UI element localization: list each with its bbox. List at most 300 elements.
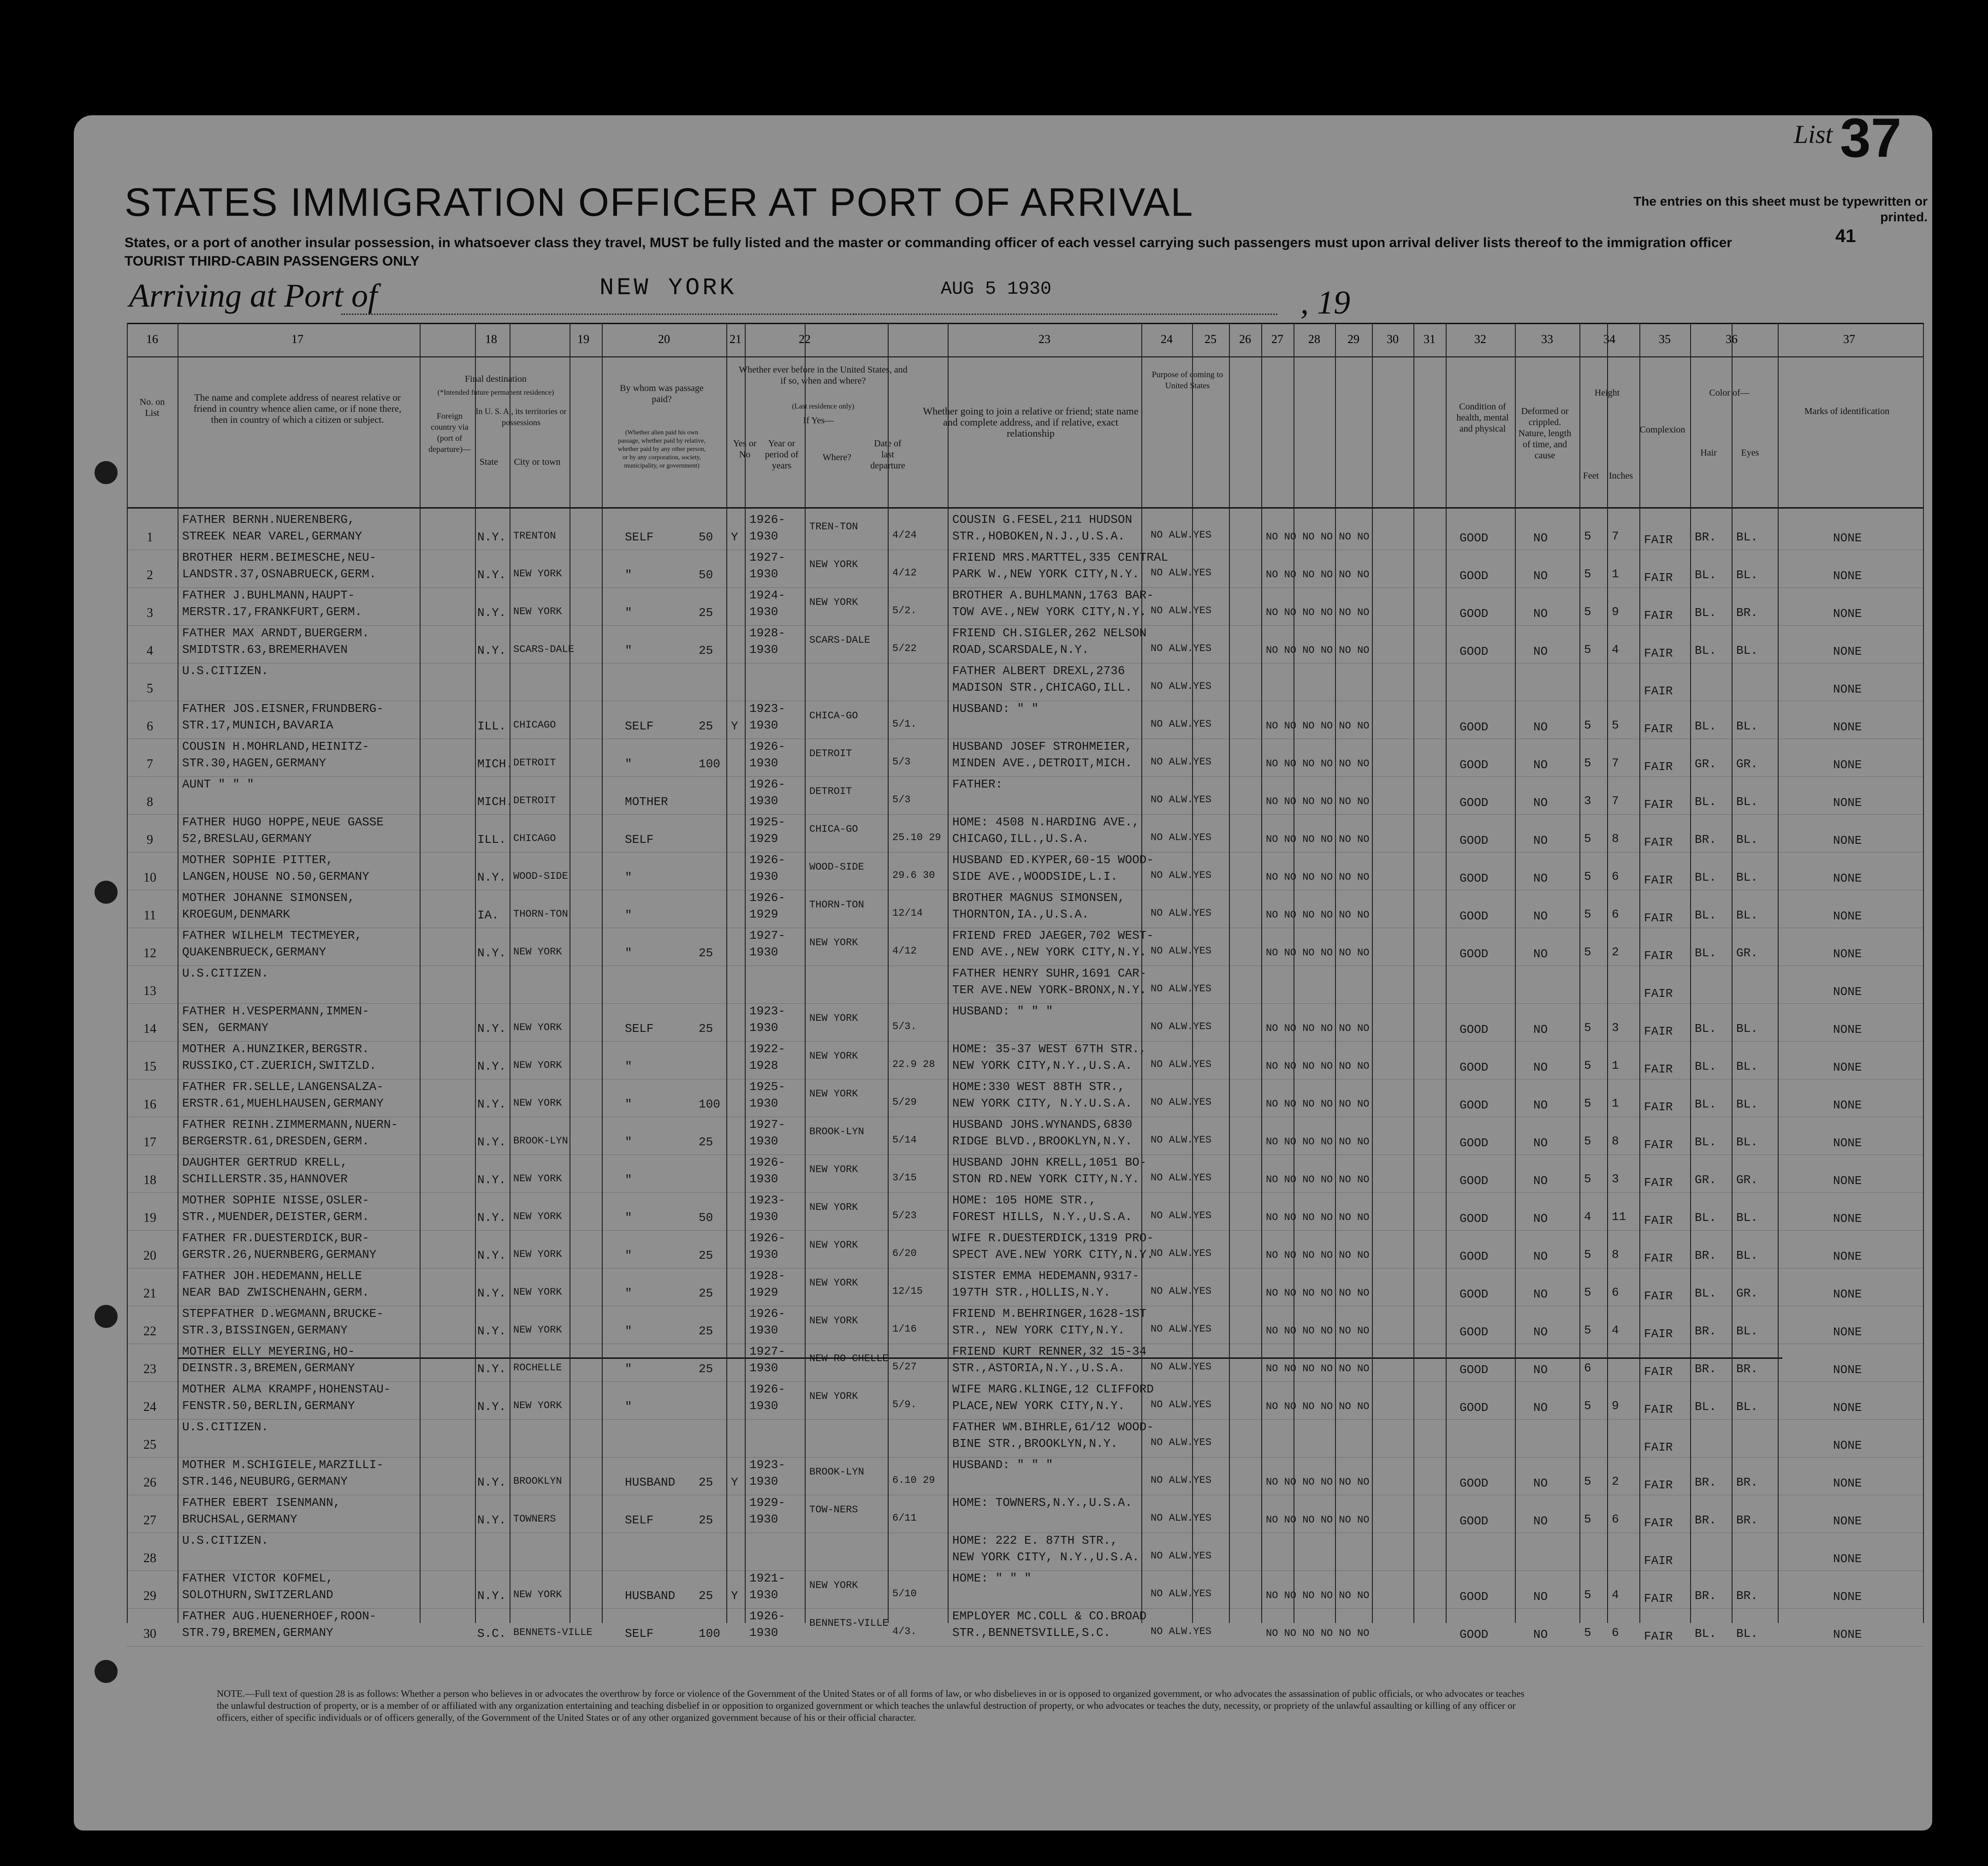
eye-color: BL. <box>1736 1400 1758 1414</box>
height-inches: 5 <box>1612 718 1619 732</box>
relative-address: STR.17,MUNICH,BAVARIA <box>182 718 333 732</box>
joining-name: BROTHER MAGNUS SIMONSEN, <box>952 891 1125 905</box>
question-answers: NO NO NO NO NO NO <box>1266 1401 1370 1412</box>
header-before-note: (Last residence only) <box>792 403 855 410</box>
destination-city: BENNETS-VILLE <box>513 1627 593 1638</box>
row-number: 24 <box>143 1400 156 1414</box>
passage-paid-by: " <box>625 1286 632 1300</box>
hair-color: GR. <box>1695 1173 1716 1187</box>
departure-date: 5/22 <box>892 643 917 654</box>
row-number: 25 <box>143 1438 156 1452</box>
complexion: FAIR <box>1644 571 1673 585</box>
relative-name: FATHER REINH.ZIMMERMANN,NUERN- <box>182 1118 398 1131</box>
departure-date: 6/20 <box>892 1248 917 1259</box>
height-feet: 5 <box>1584 1134 1591 1148</box>
height-inches: 9 <box>1612 605 1619 619</box>
years-end: 1930 <box>749 1323 778 1337</box>
hair-color: BL. <box>1695 1022 1716 1036</box>
years-start: 1923- <box>749 702 786 716</box>
table-row <box>127 1495 1923 1533</box>
years-end: 1930 <box>749 718 778 732</box>
header-feet: Feet <box>1583 471 1599 481</box>
before-yes-no: Y <box>731 530 738 544</box>
height-feet: 5 <box>1584 756 1591 770</box>
money-amount: 25 <box>699 1362 713 1376</box>
column-divider <box>1141 323 1142 1623</box>
height-inches: 6 <box>1612 870 1619 883</box>
joining-name: FRIEND M.BEHRINGER,1628-1ST <box>952 1307 1147 1321</box>
header-if-yes: If Yes— <box>803 415 834 426</box>
column-divider <box>602 323 603 1623</box>
eye-color: BL. <box>1736 1211 1758 1225</box>
money-amount: 50 <box>699 530 713 544</box>
joining-name: HOME: 105 HOME STR., <box>952 1193 1097 1207</box>
eye-color: GR. <box>1736 757 1758 771</box>
destination-city: CHICAGO <box>513 833 556 844</box>
hair-color: GR. <box>1695 757 1716 771</box>
relative-name: DAUGHTER GERTRUD KRELL, <box>182 1155 348 1169</box>
column-number: 22 <box>799 332 811 346</box>
health-condition: GOOD <box>1460 1325 1489 1339</box>
table-row <box>127 512 1923 550</box>
table-row <box>127 1079 1923 1117</box>
purpose: NO ALW.YES <box>1151 1172 1212 1184</box>
passage-paid-by: SELF <box>625 833 654 847</box>
destination-state: N.Y. <box>477 1400 506 1414</box>
money-amount: 25 <box>699 644 713 658</box>
purpose: NO ALW.YES <box>1151 718 1212 730</box>
years-end: 1929 <box>749 907 778 921</box>
column-number: 18 <box>485 332 497 346</box>
height-inches: 1 <box>1612 1059 1619 1072</box>
purpose: NO ALW.YES <box>1151 1550 1212 1562</box>
departure-date: 5/14 <box>892 1134 917 1146</box>
question-answers: NO NO NO NO NO NO <box>1266 1098 1370 1110</box>
purpose: NO ALW.YES <box>1151 1210 1212 1221</box>
relative-address: SEN, GERMANY <box>182 1021 269 1035</box>
purpose: NO ALW.YES <box>1151 567 1212 579</box>
header-hair: Hair <box>1700 448 1717 458</box>
deformed: NO <box>1533 1250 1548 1263</box>
question-answers: NO NO NO NO NO NO <box>1266 531 1370 543</box>
hair-color: BL. <box>1695 606 1716 620</box>
hair-color: BL. <box>1695 1400 1716 1414</box>
relative-name: FATHER VICTOR KOFMEL, <box>182 1571 333 1585</box>
joining-name: HOME: 4508 N.HARDING AVE., <box>952 815 1139 829</box>
complexion: FAIR <box>1644 1062 1673 1076</box>
identification-marks: NONE <box>1833 720 1862 734</box>
money-amount: 100 <box>699 1627 720 1641</box>
eye-color: BL. <box>1736 644 1758 658</box>
years-end: 1929 <box>749 832 778 846</box>
joining-address: STR.,HOBOKEN,N.J.,U.S.A. <box>952 529 1125 543</box>
table-row <box>127 1041 1923 1079</box>
column-number: 20 <box>658 332 670 346</box>
column-divider <box>1413 323 1414 1623</box>
complexion: FAIR <box>1644 835 1673 849</box>
hair-color: BR. <box>1695 833 1716 847</box>
relative-name: FATHER JOH.HEDEMANN,HELLE <box>182 1269 362 1283</box>
joining-address: TER AVE.NEW YORK-BRONX,N.Y. <box>952 983 1147 997</box>
complexion: FAIR <box>1644 1403 1673 1416</box>
departure-date: 12/15 <box>892 1285 923 1297</box>
eye-color: BL. <box>1736 1097 1758 1111</box>
identification-marks: NONE <box>1833 1250 1862 1263</box>
destination-city: ROCHELLE <box>513 1362 562 1374</box>
column-divider <box>1778 323 1779 1623</box>
column-number: 16 <box>146 332 158 346</box>
column-number: 31 <box>1424 332 1436 346</box>
table-row <box>127 663 1923 701</box>
table-row <box>127 1230 1923 1268</box>
table-row <box>127 890 1923 928</box>
row-number: 18 <box>143 1173 156 1187</box>
departure-date: 4/24 <box>892 529 917 541</box>
eye-color: BL. <box>1736 795 1758 809</box>
destination-city: NEW YORK <box>513 946 562 958</box>
destination-state: N.Y. <box>477 530 506 544</box>
destination-state: N.Y. <box>477 946 506 960</box>
years-start: 1927- <box>749 929 786 942</box>
years-start: 1927- <box>749 551 786 564</box>
departure-date: 1/16 <box>892 1323 917 1335</box>
passage-paid-by: HUSBAND <box>625 1475 676 1489</box>
deformed: NO <box>1533 871 1548 885</box>
health-condition: GOOD <box>1460 1628 1489 1641</box>
passage-paid-by: " <box>625 644 632 658</box>
deformed: NO <box>1533 720 1548 734</box>
height-inches: 3 <box>1612 1172 1619 1186</box>
column-number: 19 <box>577 332 589 346</box>
relative-name: FATHER AUG.HUENERHOEF,ROON- <box>182 1609 377 1623</box>
row-number: 27 <box>143 1513 156 1528</box>
complexion: FAIR <box>1644 1214 1673 1227</box>
money-amount: 50 <box>699 568 713 582</box>
joining-address: NEW YORK CITY,N.Y.,U.S.A. <box>952 1059 1133 1072</box>
hair-color: BL. <box>1695 908 1716 922</box>
purpose: NO ALW.YES <box>1151 605 1212 616</box>
question-answers: NO NO NO NO NO NO <box>1266 1363 1370 1374</box>
destination-state: S.C. <box>477 1627 506 1641</box>
hair-color: BR. <box>1695 1589 1716 1603</box>
port-name: NEW YORK <box>599 274 737 302</box>
last-residence: NEW YORK <box>809 1088 858 1100</box>
departure-date: 5/29 <box>892 1096 917 1108</box>
identification-marks: NONE <box>1833 1590 1862 1604</box>
relative-name: FATHER FR.DUESTERDICK,BUR- <box>182 1231 369 1245</box>
header-marks: Marks of identification <box>1804 406 1890 416</box>
last-residence: CHICA-GO <box>809 823 858 835</box>
height-feet: 5 <box>1584 907 1591 921</box>
row-number: 28 <box>143 1551 156 1565</box>
purpose: NO ALW.YES <box>1151 529 1212 541</box>
instructions-text: States, or a port of another insular possession, in whatsoever class they travel, MUST be fully listed and the master or commanding officer of each vessel carrying such passengers must upon arrival deliver lists thereof to the immigration officer <box>125 235 1732 250</box>
relative-name: FATHER J.BUHLMANN,HAUPT- <box>182 588 355 602</box>
deformed: NO <box>1533 1098 1548 1112</box>
header-passage: By whom was passage paid? <box>620 383 704 404</box>
joining-address: PLACE,NEW YORK CITY,N.Y. <box>952 1399 1125 1413</box>
passage-paid-by: SELF <box>625 1022 654 1036</box>
complexion: FAIR <box>1644 1440 1673 1454</box>
row-number: 4 <box>147 644 153 658</box>
identification-marks: NONE <box>1833 1401 1862 1415</box>
table-row <box>127 1117 1923 1155</box>
identification-marks: NONE <box>1833 796 1862 810</box>
column-divider <box>1446 323 1447 1623</box>
relative-address: LANGEN,HOUSE NO.50,GERMANY <box>182 870 369 883</box>
height-inches: 6 <box>1612 907 1619 921</box>
relative-address: BRUCHSAL,GERMANY <box>182 1512 297 1526</box>
purpose: NO ALW.YES <box>1151 1285 1212 1297</box>
purpose: NO ALW.YES <box>1151 643 1212 654</box>
joining-name: HOME:330 WEST 88TH STR., <box>952 1080 1125 1094</box>
relative-address: RUSSIKO,CT.ZUERICH,SWITZLD. <box>182 1059 377 1072</box>
relative-name: AUNT " " " <box>182 777 255 791</box>
departure-date: 4/3. <box>892 1626 917 1637</box>
joining-name: FATHER HENRY SUHR,1691 CAR- <box>952 966 1147 980</box>
joining-name: HUSBAND ED.KYPER,60-15 WOOD- <box>952 853 1154 867</box>
destination-city: NEW YORK <box>513 1211 562 1222</box>
column-number: 36 <box>1726 332 1738 346</box>
complexion: FAIR <box>1644 1251 1673 1265</box>
list-number: 37 <box>1840 107 1902 169</box>
relative-name: MOTHER ELLY MEYERING,HO- <box>182 1345 355 1358</box>
table-row <box>127 550 1923 588</box>
identification-marks: NONE <box>1833 607 1862 621</box>
relative-address: STREEK NEAR VAREL,GERMANY <box>182 529 362 543</box>
hair-color: BR. <box>1695 1513 1716 1527</box>
row-number: 9 <box>147 833 153 847</box>
joining-address: END AVE.,NEW YORK CITY,N.Y. <box>952 945 1147 959</box>
table-row <box>127 1268 1923 1306</box>
deformed: NO <box>1533 1590 1548 1604</box>
height-inches: 11 <box>1612 1210 1626 1224</box>
manifest-table <box>127 323 1923 1646</box>
deformed: NO <box>1533 569 1548 583</box>
joining-address: STR.,ASTORIA,N.Y.,U.S.A. <box>952 1361 1125 1375</box>
question-answers: NO NO NO NO NO NO <box>1266 1476 1370 1488</box>
complexion: FAIR <box>1644 1289 1673 1303</box>
column-number: 28 <box>1308 332 1320 346</box>
last-residence: BENNETS-VILLE <box>809 1617 889 1629</box>
footnote: NOTE.—Full text of question 28 is as follows: Whether a person who believes in or advocates the overthrow by force or violence of the Government of the United States or of all forms of law, or who disbelieves in or is opposed to organized government, or who advocates the assassination of public officials, or who advocates or teaches the unlawful destruction of property, or is a member of or affiliated with any organization entertaining and teaching disbelief in or opposition to organized government or which teaches the unlawful destruction of property, or who advocates or teaches the duty, necessity, or propriety of the unlawful assaulting or killing of any officer or officers, either of specific individuals or of officers generally, of the Government of the United States or of any other organized government because of his or their official character. <box>217 1688 1525 1723</box>
destination-city: NEW YORK <box>513 1400 562 1411</box>
table-row <box>127 1570 1923 1609</box>
money-amount: 25 <box>699 606 713 620</box>
complexion: FAIR <box>1644 722 1673 736</box>
passage-paid-by: " <box>625 1400 632 1414</box>
deformed: NO <box>1533 947 1548 961</box>
years-start: 1921- <box>749 1571 786 1585</box>
relative-address: STR.,MUENDER,DEISTER,GERM. <box>182 1210 369 1224</box>
destination-city: CHICAGO <box>513 719 556 731</box>
passenger-class: TOURIST THIRD-CABIN PASSENGERS ONLY <box>125 254 420 269</box>
eye-color: BR. <box>1736 606 1758 620</box>
column-divider <box>948 323 949 1623</box>
height-feet: 5 <box>1584 529 1591 543</box>
question-answers: NO NO NO NO NO NO <box>1266 909 1370 921</box>
joining-name: FRIEND FRED JAEGER,702 WEST- <box>952 929 1154 942</box>
height-inches: 4 <box>1612 1588 1619 1602</box>
destination-state: N.Y. <box>477 1286 506 1300</box>
destination-city: DETROIT <box>513 757 556 769</box>
hair-color: BL. <box>1695 871 1716 884</box>
years-end: 1928 <box>749 1059 778 1072</box>
identification-marks: NONE <box>1833 1363 1862 1377</box>
identification-marks: NONE <box>1833 1476 1862 1490</box>
header-state: State <box>480 457 498 467</box>
destination-city: NEW YORK <box>513 1589 562 1600</box>
years-start: 1926- <box>749 740 786 753</box>
hair-color: BL. <box>1695 1211 1716 1225</box>
eye-color: GR. <box>1736 946 1758 960</box>
last-residence: NEW YORK <box>809 1391 858 1402</box>
row-number: 13 <box>143 984 156 998</box>
header-health: Condition of health, mental and physical <box>1456 402 1509 434</box>
identification-marks: NONE <box>1833 1287 1862 1301</box>
column-number-row <box>127 323 1923 357</box>
destination-city: NEW YORK <box>513 1249 562 1260</box>
destination-state: N.Y. <box>477 1475 506 1489</box>
complexion: FAIR <box>1644 1327 1673 1341</box>
question-answers: NO NO NO NO NO NO <box>1266 1060 1370 1072</box>
relative-address: STR.79,BREMEN,GERMANY <box>182 1626 333 1640</box>
money-amount: 50 <box>699 1211 713 1225</box>
destination-state: N.Y. <box>477 1060 506 1073</box>
table-row <box>127 1419 1923 1457</box>
health-condition: GOOD <box>1460 1514 1489 1528</box>
deformed: NO <box>1533 607 1548 621</box>
health-condition: GOOD <box>1460 1363 1489 1377</box>
arriving-label: Arriving at Port of <box>129 277 377 314</box>
relative-name: FATHER HUGO HOPPE,NEUE GASSE <box>182 815 384 829</box>
height-inches: 4 <box>1612 1323 1619 1337</box>
money-amount: 25 <box>699 1589 713 1603</box>
header-in-usa: In U. S. A., its territories or possessions <box>475 407 567 427</box>
before-yes-no: Y <box>731 1475 738 1489</box>
row-number: 19 <box>143 1211 156 1225</box>
height-inches: 3 <box>1612 1021 1619 1035</box>
column-divider <box>1639 323 1640 1623</box>
purpose: NO ALW.YES <box>1151 1134 1212 1146</box>
complexion: FAIR <box>1644 1138 1673 1152</box>
purpose: NO ALW.YES <box>1151 907 1212 919</box>
column-number: 23 <box>1039 332 1050 346</box>
health-condition: GOOD <box>1460 796 1489 810</box>
health-condition: GOOD <box>1460 1476 1489 1490</box>
hair-color: BL. <box>1695 1097 1716 1111</box>
joining-address: BINE STR.,BROOKLYN,N.Y. <box>952 1437 1118 1451</box>
joining-address: SIDE AVE.,WOODSIDE,L.I. <box>952 870 1118 883</box>
health-condition: GOOD <box>1460 1212 1489 1226</box>
deformed: NO <box>1533 1628 1548 1641</box>
identification-marks: NONE <box>1833 682 1862 696</box>
identification-marks: NONE <box>1833 1325 1862 1339</box>
last-residence: NEW RO-CHELLE <box>809 1353 889 1364</box>
relative-name: FATHER JOS.EISNER,FRUNDBERG- <box>182 702 384 716</box>
height-inches: 6 <box>1612 1285 1619 1299</box>
last-residence: DETROIT <box>809 786 852 797</box>
purpose: NO ALW.YES <box>1151 1626 1212 1637</box>
row-number: 10 <box>143 871 156 885</box>
height-feet: 5 <box>1584 567 1591 581</box>
last-residence: BROOK-LYN <box>809 1466 864 1478</box>
joining-name: HOME: 222 E. 87TH STR., <box>952 1534 1118 1547</box>
complexion: FAIR <box>1644 1554 1673 1568</box>
complexion: FAIR <box>1644 646 1673 660</box>
years-start: 1929- <box>749 1496 786 1510</box>
years-start: 1926- <box>749 513 786 527</box>
purpose: NO ALW.YES <box>1151 1399 1212 1410</box>
identification-marks: NONE <box>1833 531 1862 545</box>
years-end: 1930 <box>749 1134 778 1148</box>
health-condition: GOOD <box>1460 834 1489 847</box>
header-where: Where? <box>822 452 852 462</box>
complexion: FAIR <box>1644 987 1673 1001</box>
years-start: 1926- <box>749 1609 786 1623</box>
purpose: NO ALW.YES <box>1151 1323 1212 1335</box>
complexion: FAIR <box>1644 1592 1673 1605</box>
last-residence: NEW YORK <box>809 1277 858 1289</box>
health-condition: GOOD <box>1460 569 1489 583</box>
eye-color: BL. <box>1736 1324 1758 1338</box>
years-start: 1926- <box>749 1231 786 1245</box>
table-row <box>127 1457 1923 1495</box>
purpose: NO ALW.YES <box>1151 1588 1212 1599</box>
joining-address: ROAD,SCARSDALE,N.Y. <box>952 643 1089 657</box>
identification-marks: NONE <box>1833 1136 1862 1150</box>
complexion: FAIR <box>1644 1629 1673 1643</box>
question-answers: NO NO NO NO NO NO <box>1266 1514 1370 1526</box>
years-end: 1930 <box>749 1096 778 1110</box>
joining-name: HUSBAND JOHN KRELL,1051 BO- <box>952 1155 1147 1169</box>
question-answers: NO NO NO NO NO NO <box>1266 1250 1370 1261</box>
departure-date: 29.6 30 <box>892 870 935 881</box>
row-number: 15 <box>143 1060 156 1074</box>
row-number: 14 <box>143 1022 156 1036</box>
question-answers: NO NO NO NO NO NO <box>1266 1174 1370 1185</box>
binder-hole <box>95 1305 118 1328</box>
height-feet: 4 <box>1584 1210 1591 1224</box>
identification-marks: NONE <box>1833 1439 1862 1452</box>
joining-address: PARK W.,NEW YORK CITY,N.Y. <box>952 567 1139 581</box>
destination-city: NEW YORK <box>513 606 562 617</box>
passage-paid-by: " <box>625 1097 632 1111</box>
destination-city: BROOK-LYN <box>513 1135 568 1147</box>
passage-paid-by: SELF <box>625 1513 654 1527</box>
hair-color: BR. <box>1695 1475 1716 1489</box>
header-purpose: Purpose of coming to United States <box>1151 370 1223 390</box>
years-start: 1926- <box>749 1382 786 1396</box>
deformed: NO <box>1533 1212 1548 1226</box>
hair-color: BR. <box>1695 1362 1716 1376</box>
deformed: NO <box>1533 1476 1548 1490</box>
column-number: 27 <box>1271 332 1283 346</box>
question-answers: NO NO NO NO NO NO <box>1266 1628 1370 1639</box>
years-end: 1930 <box>749 605 778 619</box>
health-condition: GOOD <box>1460 720 1489 734</box>
deformed: NO <box>1533 1136 1548 1150</box>
last-residence: SCARS-DALE <box>809 634 871 646</box>
departure-date: 5/1. <box>892 718 917 730</box>
table-row <box>127 739 1923 777</box>
destination-city: NEW YORK <box>513 1022 562 1033</box>
relative-name: FATHER MAX ARNDT,BUERGERM. <box>182 626 369 640</box>
column-divider <box>726 323 727 1623</box>
destination-state: N.Y. <box>477 1173 506 1187</box>
joining-name: HUSBAND: " " " <box>952 1004 1053 1018</box>
years-end: 1930 <box>749 794 778 808</box>
